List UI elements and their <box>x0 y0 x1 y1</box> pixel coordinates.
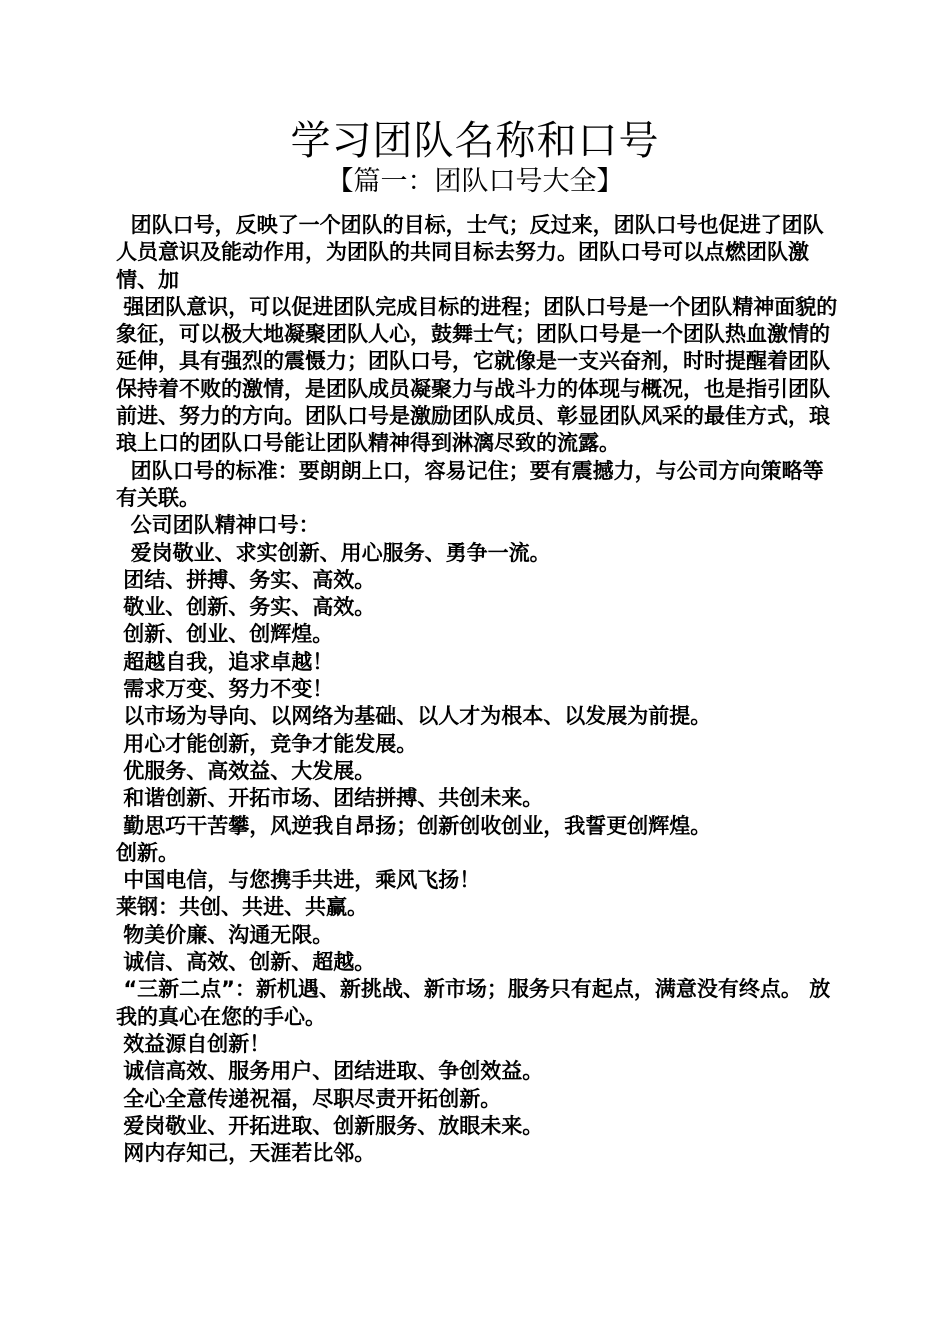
slogan-line: 爱岗敬业、开拓进取、创新服务、放眼未来。 <box>116 1113 544 1138</box>
slogan-line: 以市场为导向、以网络为基础、以人才为根本、以发展为前提。 <box>116 704 712 729</box>
slogan-line: 勤思巧干苦攀，风逆我自昂扬；创新创收创业，我誓更创辉煌。 <box>116 813 712 838</box>
page-title: 学习团队名称和口号 <box>290 118 660 164</box>
document-body <box>116 212 838 1167</box>
body-paragraph-standard: 团队口号的标准：要朗朗上口，容易记住；要有震撼力，与公司方向策略等有关联。 <box>116 458 824 510</box>
slogan-line: 效益源自创新！ <box>116 1031 271 1056</box>
slogan-line: 爱岗敬业、求实创新、用心服务、勇争一流。 <box>116 540 551 565</box>
slogan-heading: 公司团队精神口号： <box>116 513 320 538</box>
slogan-line: 物美价廉、沟通无限。 <box>116 922 334 947</box>
slogan-line: 创新。 <box>116 840 179 865</box>
body-paragraph-meaning: 强团队意识，可以促进团队完成目标的进程；团队口号是一个团队精神面貌的象征，可以极大地凝聚团队人心，鼓舞士气；团队口号是一个团队热血激情的延伸，具有强烈的震慑力；团队口号，它就像是一支兴奋剂，时时提醒着团队保持着不败的激情，是团队成员凝聚力与战斗力的体现与概况，也是指引团队前进、努力的方向。团队口号是激励团队成员、彰显团队风采的最佳方式，琅琅上口的团队口号能让团队精神得到淋漓尽致的流露。 <box>116 294 838 456</box>
slogan-line: 莱钢：共创、共进、共赢。 <box>116 895 368 920</box>
slogan-line: 用心才能创新，竞争才能发展。 <box>116 731 418 756</box>
slogan-line: 网内存知己，天涯若比邻。 <box>116 1141 376 1166</box>
body-paragraph-intro: 团队口号，反映了一个团队的目标，士气；反过来，团队口号也促进了团队人员意识及能动作用，为团队的共同目标去努力。团队口号可以点燃团队激情、加 <box>116 213 824 292</box>
slogan-line: 优服务、高效益、大发展。 <box>116 758 376 783</box>
slogan-line: 诚信、高效、创新、超越。 <box>116 950 376 975</box>
slogan-paragraph: “三新二点”：新机遇、新挑战、新市场；服务只有起点，满意没有终点。 放我的真心在您的手心。 <box>116 977 831 1029</box>
slogan-line: 全心全意传递祝福，尽职尽责开拓创新。 <box>116 1086 502 1111</box>
slogan-line: 中国电信，与您携手共进，乘风飞扬！ <box>116 868 481 893</box>
slogan-line: 创新、创业、创辉煌。 <box>116 622 334 647</box>
slogan-line: 需求万变、努力不变！ <box>116 677 334 702</box>
slogan-line: 团结、拼搏、务实、高效。 <box>116 567 376 592</box>
slogan-line: 超越自我，追求卓越！ <box>116 649 334 674</box>
page-subtitle: 【篇一：团队口号大全】 <box>326 166 624 197</box>
slogan-line: 诚信高效、服务用户、团结进取、争创效益。 <box>116 1059 544 1084</box>
slogan-line: 敬业、创新、务实、高效。 <box>116 595 376 620</box>
slogan-line: 和谐创新、开拓市场、团结拼搏、共创未来。 <box>116 786 544 811</box>
